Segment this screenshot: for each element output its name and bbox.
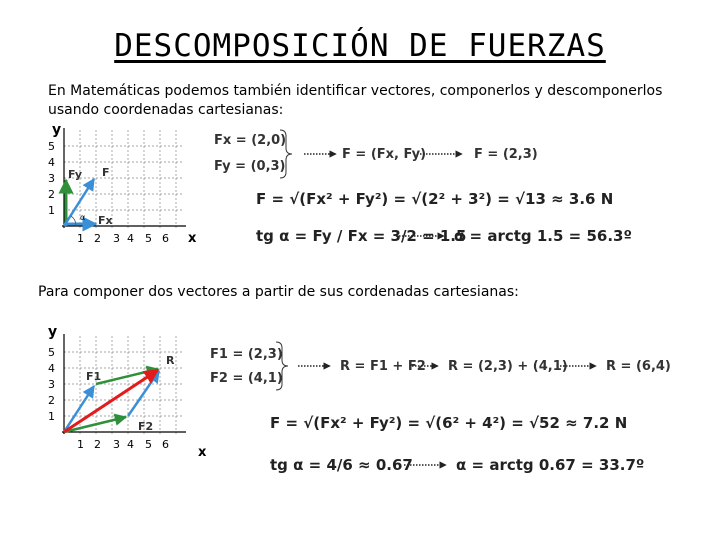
y-tick: 5 <box>48 140 55 153</box>
label-r: R <box>166 354 175 367</box>
eq-sum: R = F1 + F2 <box>340 359 426 374</box>
page-title: DESCOMPOSICIÓN DE FUERZAS <box>114 28 606 64</box>
x-tick: 4 <box>127 232 134 245</box>
x-tick: 1 <box>77 232 84 245</box>
y-tick: 2 <box>48 188 55 201</box>
eq-f1: F1 = (2,3) <box>210 347 283 362</box>
y-tick: 2 <box>48 394 55 407</box>
eq-result-1: F = (2,3) <box>474 147 538 162</box>
y-tick: 3 <box>48 378 55 391</box>
x-tick: 6 <box>162 232 169 245</box>
x-tick: 1 <box>77 438 84 451</box>
x-tick: 5 <box>145 232 152 245</box>
x-tick: 6 <box>162 438 169 451</box>
eq-modulus-2: F = √(Fx² + Fy²) = √(6² + 4²) = √52 ≈ 7.2 N <box>270 414 628 432</box>
y-tick: 1 <box>48 410 55 423</box>
label-fx: Fx <box>98 214 113 227</box>
x-tick: 3 <box>113 438 120 451</box>
eq-f2: F2 = (4,1) <box>210 371 283 386</box>
label-f1: F1 <box>86 370 102 383</box>
y-axis-label-1: y <box>52 122 62 138</box>
eq-tan-2: tg α = 4/6 ≈ 0.67 <box>270 456 413 474</box>
eq-result-2: R = (6,4) <box>606 359 671 374</box>
section-subtitle: Para componer dos vectores a partir de sus cordenadas cartesianas: <box>38 284 519 300</box>
label-f2: F2 <box>138 420 154 433</box>
x-tick: 2 <box>94 438 101 451</box>
x-tick: 5 <box>145 438 152 451</box>
x-axis-label-1: x <box>188 231 197 246</box>
eq-components: F = (Fx, Fy) <box>342 147 427 162</box>
y-tick: 5 <box>48 346 55 359</box>
y-tick: 1 <box>48 204 55 217</box>
label-alpha-1: α <box>80 213 86 222</box>
y-tick: 3 <box>48 172 55 185</box>
x-tick: 3 <box>113 232 120 245</box>
intro-text: En Matemáticas podemos también identificar vectores, componerlos y descomponerlos usando coordenadas cartesianas: <box>48 83 663 118</box>
x-tick: 2 <box>94 232 101 245</box>
y-tick: 4 <box>48 156 55 169</box>
eq-fy: Fy = (0,3) <box>214 159 286 174</box>
eq-tan-1: tg α = Fy / Fx = 3/2 = 1.5 <box>256 227 467 245</box>
vector-f <box>64 179 94 226</box>
eq-angle-1: α = arctg 1.5 = 56.3º <box>454 227 632 245</box>
label-f: F <box>102 166 110 179</box>
y-axis-label-2: y <box>48 324 58 340</box>
eq-modulus-1: F = √(Fx² + Fy²) = √(2² + 3²) = √13 ≈ 3.6 N <box>256 190 614 208</box>
eq-fx: Fx = (2,0) <box>214 133 287 148</box>
x-tick: 4 <box>127 438 134 451</box>
y-tick: 4 <box>48 362 55 375</box>
vector-f1-translated <box>128 371 159 416</box>
eq-angle-2: α = arctg 0.67 = 33.7º <box>456 456 645 474</box>
eq-sum-values: R = (2,3) + (4,1) <box>448 359 568 374</box>
graph-2 <box>62 334 186 436</box>
x-axis-label-2: x <box>198 445 207 460</box>
label-fy: Fy <box>68 168 83 181</box>
